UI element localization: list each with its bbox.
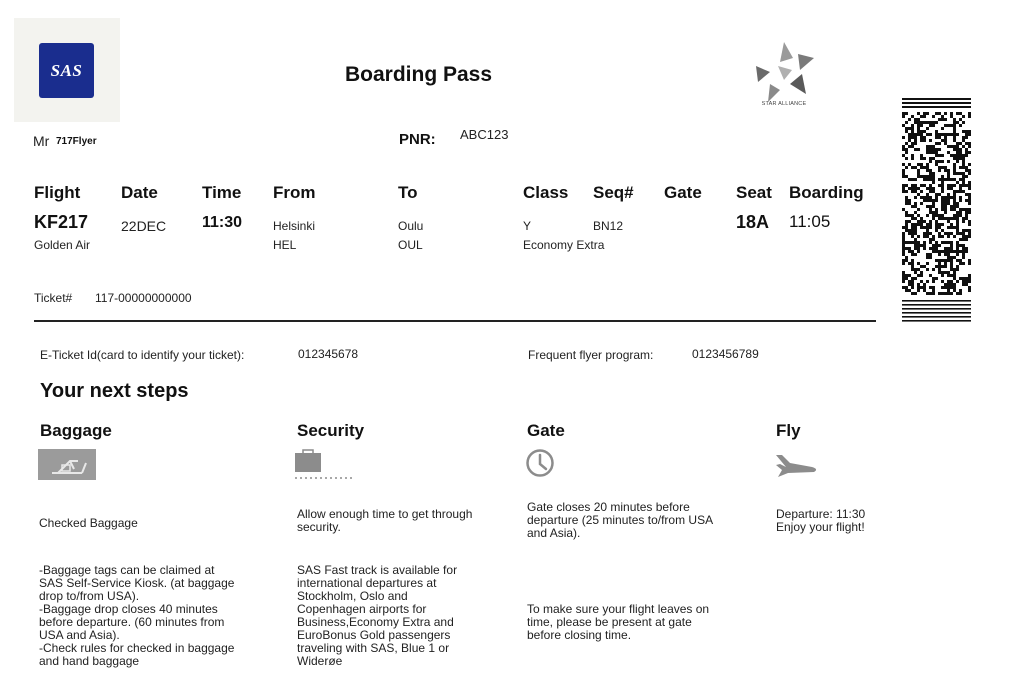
baggage-detail-line: drop to/from USA). — [39, 589, 140, 603]
page-title: Boarding Pass — [345, 63, 493, 86]
sas-logo-text: SAS — [50, 60, 83, 80]
header-gate: Gate — [664, 183, 702, 202]
frequent-flyer-label: Frequent flyer program: — [528, 348, 654, 362]
header-class: Class — [523, 183, 569, 202]
flight-time: 11:30 — [202, 214, 243, 231]
clock-icon — [526, 448, 556, 479]
baggage-detail-line: USA and Asia). — [39, 628, 120, 642]
class-name: Economy Extra — [523, 238, 605, 252]
baggage-summary: Checked Baggage — [39, 516, 138, 530]
security-summary-line: Allow enough time to get through — [297, 507, 473, 521]
header-date: Date — [121, 183, 158, 202]
security-summary — [297, 508, 472, 534]
baggage-detail-line: before departure. (60 minutes from — [39, 615, 225, 629]
gate-summary — [527, 501, 713, 540]
step-title-baggage: Baggage — [40, 421, 112, 440]
security-detail-line: traveling with SAS, Blue 1 or — [297, 641, 450, 655]
security-detail-line: Business,Economy Extra and — [297, 615, 454, 629]
header-time: Time — [202, 183, 242, 202]
gate-summary-line: and Asia). — [527, 526, 581, 540]
gate-detail-line: before closing time. — [527, 628, 632, 642]
star-alliance-text: STAR ALLIANCE — [761, 101, 807, 107]
seat-number: 18A — [736, 212, 770, 232]
baggage-detail-line: -Baggage tags can be claimed at — [39, 563, 215, 577]
fly-summary-line: Departure: 11:30 — [776, 507, 866, 521]
baggage-detail-line: -Baggage drop closes 40 minutes — [39, 602, 218, 616]
to-city: Oulu — [398, 219, 424, 233]
security-detail-line: international departures at — [297, 576, 437, 590]
boarding-time: 11:05 — [789, 212, 831, 231]
security-icon — [293, 449, 353, 481]
header-boarding: Boarding — [789, 183, 864, 202]
baggage-detail-line: SAS Self-Service Kiosk. (at baggage — [39, 576, 235, 590]
step-title-security: Security — [297, 421, 365, 440]
pnr-value: ABC123 — [460, 127, 509, 142]
step-title-gate: Gate — [527, 421, 565, 440]
from-city: Helsinki — [273, 219, 316, 233]
seq-number: BN12 — [593, 219, 624, 233]
security-detail-line: SAS Fast track is available for — [297, 563, 458, 577]
eticket-value: 012345678 — [298, 347, 359, 361]
security-detail-line: EuroBonus Gold passengers — [297, 628, 451, 642]
gate-details — [527, 603, 709, 642]
gate-summary-line: departure (25 minutes to/from USA — [527, 513, 714, 527]
frequent-flyer-value: 0123456789 — [692, 347, 759, 361]
ticket-number: 117-00000000000 — [95, 291, 192, 305]
pnr-label: PNR: — [399, 131, 436, 148]
security-summary-line: security. — [297, 520, 341, 534]
eticket-label: E-Ticket Id(card to identify your ticket): — [40, 348, 245, 362]
passenger-salutation: Mr — [33, 133, 50, 149]
baggage-detail-line: and hand baggage — [39, 654, 140, 668]
airplane-icon — [774, 451, 820, 479]
security-detail-line: Stockholm, Oslo and — [297, 589, 408, 603]
gate-detail-line: time, please be present at gate — [527, 615, 692, 629]
header-seat: Seat — [736, 183, 772, 202]
baggage-icon — [38, 449, 96, 480]
class-code: Y — [523, 219, 532, 233]
passenger-name: 717Flyer — [56, 136, 97, 147]
flight-number: KF217 — [34, 212, 89, 232]
gate-summary-line: Gate closes 20 minutes before — [527, 500, 690, 514]
to-code: OUL — [398, 238, 423, 252]
fly-summary — [776, 508, 865, 534]
header-from: From — [273, 183, 316, 202]
flight-date: 22DEC — [121, 218, 167, 234]
header-seq: Seq# — [593, 183, 634, 202]
baggage-detail-line: -Check rules for checked in baggage — [39, 641, 235, 655]
sas-logo — [39, 43, 94, 98]
divider — [34, 320, 876, 322]
from-code: HEL — [273, 238, 297, 252]
step-title-fly: Fly — [776, 421, 801, 440]
airline-name: Golden Air — [34, 238, 91, 252]
star-alliance-logo — [740, 40, 828, 110]
ticket-label: Ticket# — [34, 291, 73, 305]
header-to: To — [398, 183, 418, 202]
next-steps-heading: Your next steps — [40, 380, 189, 402]
security-detail-line: Widerøe — [297, 654, 343, 668]
gate-detail-line: To make sure your flight leaves on — [527, 602, 710, 616]
baggage-details — [39, 564, 234, 668]
security-details — [297, 564, 457, 668]
barcode — [902, 98, 971, 327]
header-flight: Flight — [34, 183, 81, 202]
fly-summary-line: Enjoy your flight! — [776, 520, 865, 534]
security-detail-line: Copenhagen airports for — [297, 602, 427, 616]
